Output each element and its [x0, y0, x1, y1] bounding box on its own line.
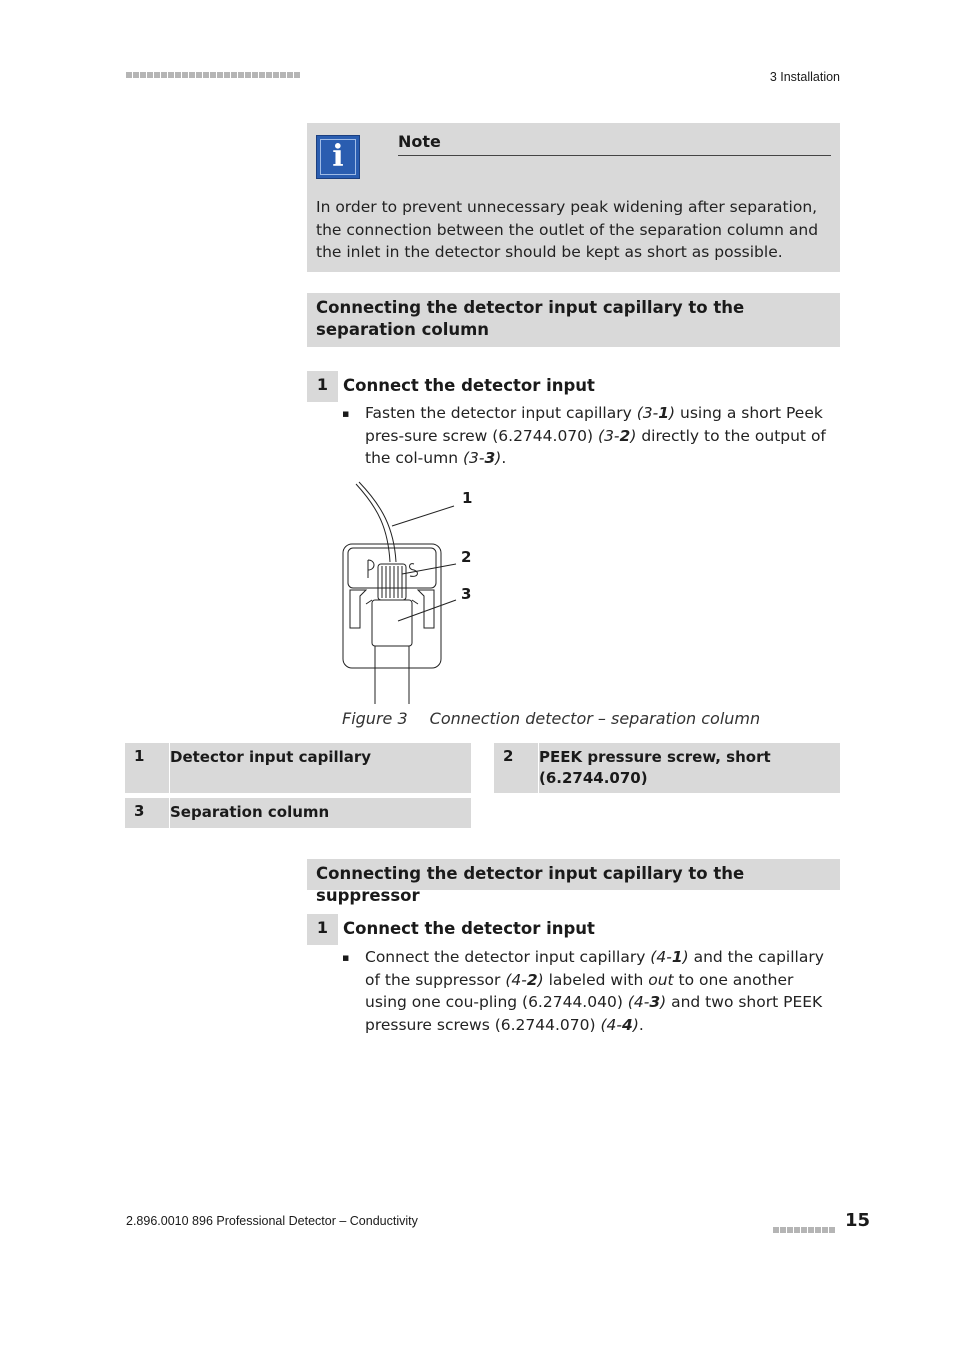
page-number: 15 — [845, 1210, 871, 1231]
bullet-marker: ▪ — [342, 951, 350, 964]
footer-decoration — [773, 1218, 836, 1237]
note-title: Note — [398, 132, 441, 151]
legend-item: 1 Detector input capillary — [125, 743, 471, 793]
note-divider — [398, 155, 831, 156]
figure-caption — [342, 709, 760, 728]
figure-label-1: 1 — [462, 489, 473, 507]
section-heading-suppressor: Connecting the detector input capillary to the suppressor — [307, 859, 840, 890]
legend-item: 3 Separation column — [125, 798, 471, 828]
document-footer: 2.896.0010 896 Professional Detector – Conductivity — [126, 1214, 418, 1228]
step-title: Connect the detector input — [343, 919, 595, 938]
figure-caption-number: Figure 3 — [342, 709, 408, 728]
bullet-marker: ▪ — [342, 407, 350, 420]
capillary-line — [356, 484, 390, 562]
step-instruction: Connect the detector input capillary (4-1) and the capillary of the suppressor (4-2) labeled with out to one another using one cou-pling (6.2744.040) (4-3) and two short PEEK pressure screws (6.2744.070) (4-4). — [365, 948, 824, 1034]
section-heading-separation-column: Connecting the detector input capillary to the separation column — [307, 293, 840, 347]
figure-label-3: 3 — [461, 585, 472, 603]
step-number: 1 — [307, 914, 338, 945]
header-decoration — [126, 72, 301, 80]
chapter-header: 3 Installation — [769, 70, 840, 84]
note-text: In order to prevent unnecessary peak widening after separation, the connection between the outlet of the separation column and the inlet in the detector should be kept as short as possible. — [316, 198, 819, 261]
info-icon: i — [316, 135, 360, 179]
step-instruction: Fasten the detector input capillary (3-1) using a short Peek pres-sure screw (6.2744.070) (3-2) directly to the output of the col-umn (3-3). — [365, 404, 826, 467]
figure-caption-text: Connection detector – separation column — [429, 709, 761, 728]
step-title: Connect the detector input — [343, 376, 595, 395]
legend-item: 2 PEEK pressure screw, short (6.2744.070) — [494, 743, 840, 793]
step-number: 1 — [307, 371, 338, 402]
figure-label-2: 2 — [461, 548, 472, 566]
